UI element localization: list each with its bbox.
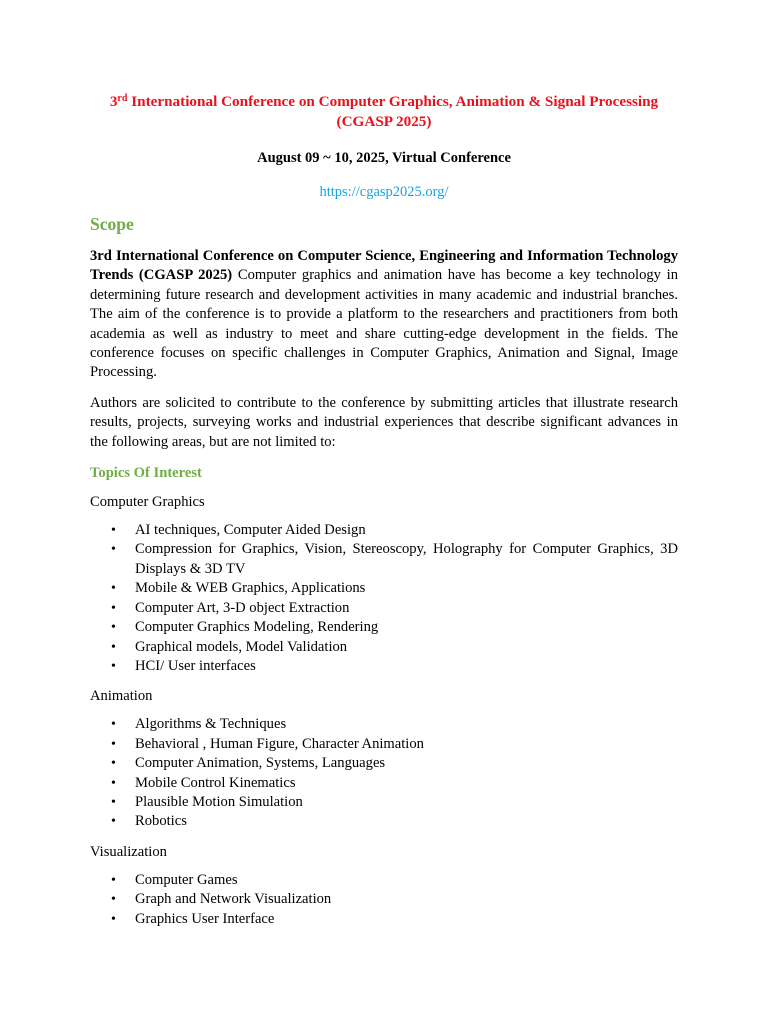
list-item-text: Computer Games (135, 871, 238, 888)
conference-url-link[interactable]: https://cgasp2025.org/ (319, 184, 449, 200)
conference-dateline: August 09 ~ 10, 2025, Virtual Conference (257, 150, 511, 166)
list-item (111, 715, 678, 734)
list-item (111, 890, 678, 909)
list-item (111, 521, 678, 540)
bullet-icon: • (111, 794, 116, 810)
bullet-icon: • (111, 600, 116, 616)
topics-heading: Topics Of Interest (90, 465, 202, 482)
bullet-icon: • (111, 736, 116, 752)
list-item (111, 638, 678, 657)
list-item (111, 754, 678, 773)
list-item-text: Algorithms & Techniques (135, 716, 287, 733)
scope-paragraph-1-text: Computer graphics and animation have has become a key technology in determining future research and development activities in many academic and industrial branches. The aim of the conference is to provide a platform to the researchers and practitioners from both academia as well as industry to meet and share cutting-edge development in the fields. The conference focuses on specific challenges in Computer Graphics, Animation and Signal, Image Processing. (90, 267, 678, 381)
topics-list (90, 493, 678, 929)
list-item (111, 579, 678, 598)
topic-list (90, 521, 678, 676)
list-item (111, 812, 678, 831)
list-item (111, 910, 678, 929)
bullet-icon: • (111, 639, 116, 655)
bullet-icon: • (111, 756, 116, 772)
list-item-text: Robotics (135, 813, 187, 830)
list-item-text: Computer Animation, Systems, Languages (135, 755, 386, 772)
title-ordinal-number: 3 (109, 93, 118, 110)
conference-title (90, 92, 678, 132)
scope-heading: Scope (90, 214, 134, 234)
scope-paragraph-1-bold: 3rd International Conference on Computer Science, Engineering and Information Technology Trends (CGASP 2025) (90, 248, 678, 284)
title-line1: International Conference on Computer Graphics, Animation & Signal Processing (127, 93, 659, 110)
bullet-icon: • (111, 814, 116, 830)
bullet-icon: • (111, 542, 116, 558)
list-item (111, 618, 678, 637)
bullet-icon: • (111, 872, 116, 888)
scope-paragraph-2: Authors are solicited to contribute to the conference by submitting articles that illustrate research results, projects, surveying works and industrial experiences that describe significant advances in the following areas, but are not limited to: (90, 394, 678, 450)
list-item-text: Computer Art, 3-D object Extraction (135, 599, 350, 616)
title-line2: (CGASP 2025) (336, 113, 432, 130)
topic-category-3: Visualization (90, 843, 167, 860)
list-item (111, 774, 678, 793)
topic-list (90, 871, 678, 929)
list-item-text: Mobile & WEB Graphics, Applications (135, 580, 366, 597)
bullet-icon: • (111, 892, 116, 908)
list-item (111, 657, 678, 676)
list-item-text: Mobile Control Kinematics (135, 774, 296, 791)
bullet-icon: • (111, 581, 116, 597)
list-item-text: Compression for Graphics, Vision, Stereoscopy, Holography for Computer Graphics, 3D Displays & 3D TV (135, 541, 678, 577)
list-item-text: Graph and Network Visualization (135, 891, 332, 908)
list-item-text: Computer Graphics Modeling, Rendering (135, 619, 379, 636)
list-item (111, 540, 678, 579)
list-item-text: AI techniques, Computer Aided Design (135, 522, 366, 539)
list-item-text: Graphics User Interface (135, 910, 275, 927)
list-item-text: Graphical models, Model Validation (135, 638, 348, 655)
topic-list (90, 715, 678, 831)
bullet-icon: • (111, 911, 116, 927)
bullet-icon: • (111, 658, 116, 674)
bullet-icon: • (111, 717, 116, 733)
title-ordinal-suffix: rd (117, 93, 128, 104)
list-item-text: Behavioral , Human Figure, Character Animation (135, 735, 424, 752)
topic-category-2: Animation (90, 688, 153, 705)
list-item (111, 793, 678, 812)
list-item-text: HCI/ User interfaces (135, 657, 256, 674)
bullet-icon: • (111, 620, 116, 636)
scope-paragraph-1 (90, 247, 678, 383)
list-item (111, 871, 678, 890)
topic-category-1: Computer Graphics (90, 494, 205, 511)
list-item-text: Plausible Motion Simulation (135, 793, 303, 810)
bullet-icon: • (111, 775, 116, 791)
list-item (111, 735, 678, 754)
list-item (111, 599, 678, 618)
bullet-icon: • (111, 523, 116, 539)
